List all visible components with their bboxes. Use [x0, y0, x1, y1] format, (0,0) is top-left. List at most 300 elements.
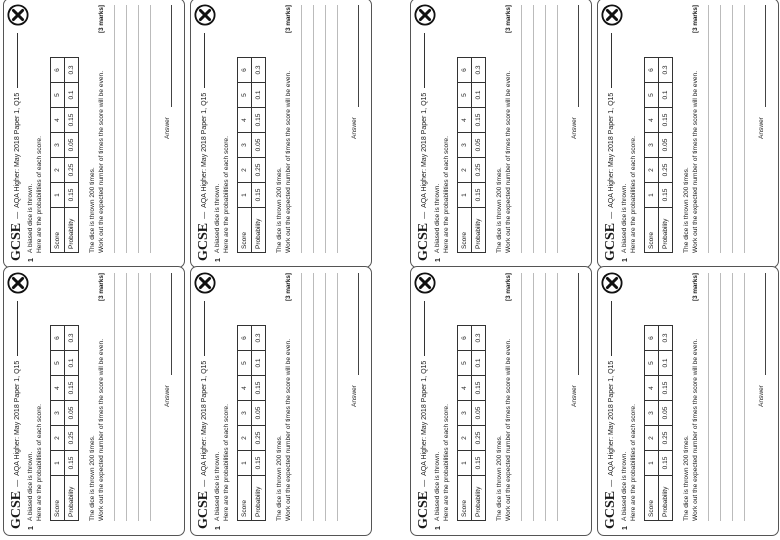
score-cell: 6	[458, 326, 472, 351]
probability-cell: 0.3	[659, 58, 673, 83]
score-row	[645, 58, 659, 253]
task-line: Work out the expected number of times the score will be even.	[284, 338, 292, 521]
probability-cell: 0.05	[65, 401, 79, 426]
working-line	[301, 273, 302, 521]
probability-table	[237, 325, 266, 521]
card-header	[10, 33, 24, 261]
row-header: Score	[645, 208, 659, 253]
working-line	[313, 273, 314, 521]
gcse-brand: GCSE	[9, 222, 24, 261]
probability-cell: 0.1	[472, 351, 486, 376]
intro-line: Here are the probabilities of each score.	[35, 136, 43, 253]
marks-label: [3 marks]	[285, 5, 292, 34]
probability-cell: 0.15	[65, 376, 79, 401]
x-logo-icon	[194, 272, 216, 294]
task-line: The dice is thrown 200 times.	[89, 167, 96, 253]
score-cell: 4	[458, 376, 472, 401]
task-line: Work out the expected number of times the score will be even.	[97, 338, 105, 521]
probability-cell: 0.25	[659, 426, 673, 451]
task-line: Work out the expected number of times the score will be even.	[284, 70, 292, 253]
header-rule	[17, 301, 18, 356]
probability-cell: 0.15	[659, 108, 673, 133]
header-rule	[204, 301, 205, 356]
score-cell: 6	[458, 58, 472, 83]
intro-line: Here are the probabilities of each score.	[35, 404, 43, 521]
working-line	[521, 5, 522, 253]
probability-cell: 0.05	[252, 401, 266, 426]
source-label: AQA Higher: May 2018 Paper 1, Q15	[200, 360, 208, 476]
task-line: Work out the expected number of times the score will be even.	[691, 338, 699, 521]
gcse-brand: GCSE	[196, 222, 211, 261]
marks-label: [3 marks]	[98, 5, 105, 34]
question-intro	[434, 136, 451, 253]
question-card	[3, 266, 185, 536]
score-cell: 5	[51, 83, 65, 108]
x-logo-icon	[414, 4, 436, 26]
question-intro	[27, 404, 44, 521]
probability-cell: 0.15	[252, 376, 266, 401]
score-cell: 2	[645, 426, 659, 451]
card-header	[417, 301, 431, 529]
row-header: Probability	[472, 208, 486, 253]
probability-cell: 0.1	[252, 351, 266, 376]
score-cell: 3	[645, 401, 659, 426]
task-line: The dice is thrown 200 times.	[683, 167, 690, 253]
answer-label: Answer	[571, 385, 578, 407]
score-cell: 3	[51, 133, 65, 158]
dash: —	[13, 479, 21, 487]
answer-label: Answer	[571, 117, 578, 139]
row-header: Score	[645, 476, 659, 521]
score-cell: 3	[645, 133, 659, 158]
x-logo-icon	[601, 272, 623, 294]
gcse-brand: GCSE	[9, 490, 24, 529]
answer-line	[171, 273, 172, 375]
working-line	[720, 5, 721, 253]
probability-table	[50, 57, 79, 253]
probability-cell: 0.25	[659, 158, 673, 183]
probability-cell: 0.25	[472, 158, 486, 183]
row-header: Probability	[659, 208, 673, 253]
intro-line: A biased dice is thrown.	[27, 183, 34, 253]
probability-cell: 0.15	[472, 376, 486, 401]
task-line: The dice is thrown 200 times.	[496, 167, 503, 253]
score-row	[458, 326, 472, 521]
score-cell: 3	[238, 133, 252, 158]
score-cell: 3	[51, 401, 65, 426]
working-line	[150, 273, 151, 521]
question-number: 1	[622, 526, 629, 530]
score-cell: 1	[645, 451, 659, 476]
row-header: Probability	[252, 476, 266, 521]
gcse-brand: GCSE	[196, 490, 211, 529]
probability-row	[252, 326, 266, 521]
dash: —	[607, 479, 615, 487]
probability-row	[472, 326, 486, 521]
probability-table	[457, 57, 486, 253]
score-cell: 2	[458, 426, 472, 451]
source-label: AQA Higher: May 2018 Paper 1, Q15	[420, 92, 428, 208]
marks-label: [3 marks]	[692, 273, 699, 302]
working-line	[150, 5, 151, 253]
row-header: Score	[458, 476, 472, 521]
probability-cell: 0.25	[252, 158, 266, 183]
probability-cell: 0.1	[659, 83, 673, 108]
probability-row	[65, 58, 79, 253]
working-line	[744, 5, 745, 253]
score-cell: 1	[51, 183, 65, 208]
row-header: Score	[238, 208, 252, 253]
question-card	[3, 0, 185, 268]
source-label: AQA Higher: May 2018 Paper 1, Q15	[607, 360, 615, 476]
intro-line: Here are the probabilities of each score.	[442, 404, 450, 521]
intro-line: A biased dice is thrown.	[214, 451, 221, 521]
probability-cell: 0.25	[252, 426, 266, 451]
probability-cell: 0.1	[252, 83, 266, 108]
working-line	[533, 5, 534, 253]
task-line: Work out the expected number of times the score will be even.	[504, 70, 512, 253]
score-row	[51, 326, 65, 521]
x-logo-icon	[414, 272, 436, 294]
dash: —	[200, 479, 208, 487]
score-cell: 6	[51, 326, 65, 351]
question-intro	[621, 136, 638, 253]
working-line	[126, 5, 127, 253]
score-cell: 3	[458, 133, 472, 158]
dash: —	[13, 211, 21, 219]
dash: —	[420, 479, 428, 487]
question-card	[410, 0, 592, 268]
dash: —	[607, 211, 615, 219]
probability-cell: 0.15	[252, 183, 266, 208]
score-cell: 2	[51, 426, 65, 451]
card-header	[417, 33, 431, 261]
task-line: Work out the expected number of times the score will be even.	[691, 70, 699, 253]
probability-cell: 0.25	[65, 426, 79, 451]
probability-row	[659, 326, 673, 521]
row-header: Score	[458, 208, 472, 253]
task-text	[89, 71, 106, 253]
score-cell: 6	[645, 326, 659, 351]
question-intro	[434, 404, 451, 521]
answer-label: Answer	[351, 117, 358, 139]
probability-row	[659, 58, 673, 253]
x-logo-icon	[601, 4, 623, 26]
question-intro	[621, 404, 638, 521]
score-cell: 2	[645, 158, 659, 183]
working-line	[732, 273, 733, 521]
score-cell: 1	[458, 451, 472, 476]
score-cell: 4	[51, 108, 65, 133]
score-cell: 5	[458, 83, 472, 108]
question-card	[190, 0, 372, 268]
score-cell: 4	[645, 376, 659, 401]
question-card	[597, 0, 779, 268]
score-cell: 6	[238, 58, 252, 83]
task-text	[683, 339, 700, 521]
question-number: 1	[28, 258, 35, 262]
row-header: Probability	[472, 476, 486, 521]
probability-table	[50, 325, 79, 521]
score-row	[238, 58, 252, 253]
working-line	[114, 5, 115, 253]
score-cell: 2	[51, 158, 65, 183]
question-number: 1	[622, 258, 629, 262]
probability-cell: 0.15	[659, 376, 673, 401]
working-line	[301, 5, 302, 253]
working-line	[138, 273, 139, 521]
working-line	[114, 273, 115, 521]
task-text	[683, 71, 700, 253]
intro-line: A biased dice is thrown.	[621, 451, 628, 521]
source-label: AQA Higher: May 2018 Paper 1, Q15	[13, 360, 21, 476]
probability-table	[457, 325, 486, 521]
question-card	[190, 266, 372, 536]
intro-line: Here are the probabilities of each score.	[222, 404, 230, 521]
score-cell: 2	[238, 158, 252, 183]
working-line	[533, 273, 534, 521]
probability-cell: 0.3	[65, 326, 79, 351]
probability-cell: 0.3	[472, 326, 486, 351]
working-line	[325, 5, 326, 253]
gcse-brand: GCSE	[603, 490, 618, 529]
task-line: Work out the expected number of times the score will be even.	[97, 70, 105, 253]
probability-cell: 0.05	[65, 133, 79, 158]
probability-cell: 0.1	[65, 351, 79, 376]
row-header: Probability	[65, 476, 79, 521]
answer-line	[578, 273, 579, 375]
probability-cell: 0.15	[65, 183, 79, 208]
score-cell: 5	[238, 351, 252, 376]
score-cell: 2	[458, 158, 472, 183]
probability-cell: 0.3	[252, 58, 266, 83]
gcse-brand: GCSE	[416, 490, 431, 529]
header-rule	[424, 301, 425, 356]
working-line	[708, 5, 709, 253]
probability-row	[472, 58, 486, 253]
answer-label: Answer	[164, 385, 171, 407]
score-cell: 4	[238, 376, 252, 401]
score-cell: 6	[645, 58, 659, 83]
task-line: The dice is thrown 200 times.	[276, 167, 283, 253]
answer-line	[358, 273, 359, 375]
source-label: AQA Higher: May 2018 Paper 1, Q15	[200, 92, 208, 208]
score-cell: 5	[645, 351, 659, 376]
working-line	[521, 273, 522, 521]
intro-line: Here are the probabilities of each score.	[442, 136, 450, 253]
row-header: Probability	[65, 208, 79, 253]
working-line	[337, 273, 338, 521]
card-header	[197, 301, 211, 529]
probability-cell: 0.3	[472, 58, 486, 83]
task-line: The dice is thrown 200 times.	[89, 435, 96, 521]
score-cell: 4	[645, 108, 659, 133]
score-cell: 2	[238, 426, 252, 451]
probability-cell: 0.05	[659, 133, 673, 158]
header-rule	[611, 33, 612, 88]
score-row	[645, 326, 659, 521]
working-line	[557, 273, 558, 521]
probability-table	[237, 57, 266, 253]
header-rule	[424, 33, 425, 88]
score-row	[458, 58, 472, 253]
task-line: Work out the expected number of times the score will be even.	[504, 338, 512, 521]
probability-cell: 0.3	[252, 326, 266, 351]
probability-cell: 0.15	[472, 183, 486, 208]
gcse-brand: GCSE	[416, 222, 431, 261]
answer-label: Answer	[758, 117, 765, 139]
question-number: 1	[435, 526, 442, 530]
working-line	[337, 5, 338, 253]
marks-label: [3 marks]	[505, 5, 512, 34]
task-text	[496, 71, 513, 253]
probability-row	[65, 326, 79, 521]
probability-cell: 0.15	[65, 108, 79, 133]
working-line	[138, 5, 139, 253]
score-cell: 4	[458, 108, 472, 133]
probability-table	[644, 325, 673, 521]
intro-line: Here are the probabilities of each score.	[629, 404, 637, 521]
row-header: Score	[51, 208, 65, 253]
score-cell: 1	[238, 451, 252, 476]
score-cell: 6	[51, 58, 65, 83]
answer-label: Answer	[758, 385, 765, 407]
score-row	[238, 326, 252, 521]
score-cell: 4	[238, 108, 252, 133]
probability-cell: 0.1	[472, 83, 486, 108]
score-cell: 1	[458, 183, 472, 208]
marks-label: [3 marks]	[505, 273, 512, 302]
answer-label: Answer	[351, 385, 358, 407]
x-logo-icon	[194, 4, 216, 26]
answer-line	[578, 5, 579, 107]
probability-cell: 0.15	[659, 183, 673, 208]
card-header	[604, 301, 618, 529]
marks-label: [3 marks]	[98, 273, 105, 302]
score-cell: 5	[51, 351, 65, 376]
card-header	[604, 33, 618, 261]
working-line	[325, 273, 326, 521]
probability-cell: 0.25	[65, 158, 79, 183]
question-intro	[214, 136, 231, 253]
task-line: The dice is thrown 200 times.	[683, 435, 690, 521]
score-cell: 5	[458, 351, 472, 376]
working-line	[313, 5, 314, 253]
question-intro	[27, 136, 44, 253]
working-line	[744, 273, 745, 521]
working-line	[545, 5, 546, 253]
score-cell: 6	[238, 326, 252, 351]
answer-line	[358, 5, 359, 107]
card-header	[10, 301, 24, 529]
source-label: AQA Higher: May 2018 Paper 1, Q15	[420, 360, 428, 476]
gcse-brand: GCSE	[603, 222, 618, 261]
card-header	[197, 33, 211, 261]
row-header: Score	[238, 476, 252, 521]
score-cell: 4	[51, 376, 65, 401]
probability-cell: 0.05	[659, 401, 673, 426]
task-text	[89, 339, 106, 521]
task-text	[276, 339, 293, 521]
question-number: 1	[215, 526, 222, 530]
row-header: Probability	[252, 208, 266, 253]
probability-cell: 0.15	[659, 451, 673, 476]
row-header: Score	[51, 476, 65, 521]
probability-cell: 0.3	[659, 326, 673, 351]
score-cell: 3	[238, 401, 252, 426]
marks-label: [3 marks]	[692, 5, 699, 34]
probability-cell: 0.05	[472, 133, 486, 158]
probability-cell: 0.05	[252, 133, 266, 158]
dash: —	[420, 211, 428, 219]
probability-cell: 0.15	[472, 108, 486, 133]
score-cell: 3	[458, 401, 472, 426]
probability-cell: 0.15	[252, 451, 266, 476]
probability-table	[644, 57, 673, 253]
header-rule	[611, 301, 612, 356]
question-intro	[214, 404, 231, 521]
intro-line: A biased dice is thrown.	[434, 183, 441, 253]
working-line	[126, 273, 127, 521]
question-number: 1	[215, 258, 222, 262]
probability-cell: 0.1	[65, 83, 79, 108]
answer-line	[171, 5, 172, 107]
task-text	[496, 339, 513, 521]
working-line	[557, 5, 558, 253]
source-label: AQA Higher: May 2018 Paper 1, Q15	[13, 92, 21, 208]
answer-label: Answer	[164, 117, 171, 139]
dash: —	[200, 211, 208, 219]
score-cell: 1	[645, 183, 659, 208]
working-line	[708, 273, 709, 521]
probability-cell: 0.1	[659, 351, 673, 376]
task-line: The dice is thrown 200 times.	[276, 435, 283, 521]
score-cell: 1	[51, 451, 65, 476]
intro-line: A biased dice is thrown.	[434, 451, 441, 521]
score-cell: 5	[645, 83, 659, 108]
probability-cell: 0.15	[65, 451, 79, 476]
intro-line: A biased dice is thrown.	[621, 183, 628, 253]
x-logo-icon	[7, 4, 29, 26]
score-cell: 1	[238, 183, 252, 208]
probability-cell: 0.3	[65, 58, 79, 83]
x-logo-icon	[7, 272, 29, 294]
task-text	[276, 71, 293, 253]
marks-label: [3 marks]	[285, 273, 292, 302]
probability-cell: 0.25	[472, 426, 486, 451]
header-rule	[204, 33, 205, 88]
intro-line: Here are the probabilities of each score.	[629, 136, 637, 253]
row-header: Probability	[659, 476, 673, 521]
question-number: 1	[435, 258, 442, 262]
working-line	[720, 273, 721, 521]
intro-line: Here are the probabilities of each score.	[222, 136, 230, 253]
score-row	[51, 58, 65, 253]
working-line	[545, 273, 546, 521]
question-number: 1	[28, 526, 35, 530]
probability-cell: 0.05	[472, 401, 486, 426]
score-cell: 5	[238, 83, 252, 108]
answer-line	[765, 273, 766, 375]
header-rule	[17, 33, 18, 88]
probability-cell: 0.15	[472, 451, 486, 476]
working-line	[732, 5, 733, 253]
question-card	[410, 266, 592, 536]
question-card	[597, 266, 779, 536]
probability-row	[252, 58, 266, 253]
source-label: AQA Higher: May 2018 Paper 1, Q15	[607, 92, 615, 208]
task-line: The dice is thrown 200 times.	[496, 435, 503, 521]
